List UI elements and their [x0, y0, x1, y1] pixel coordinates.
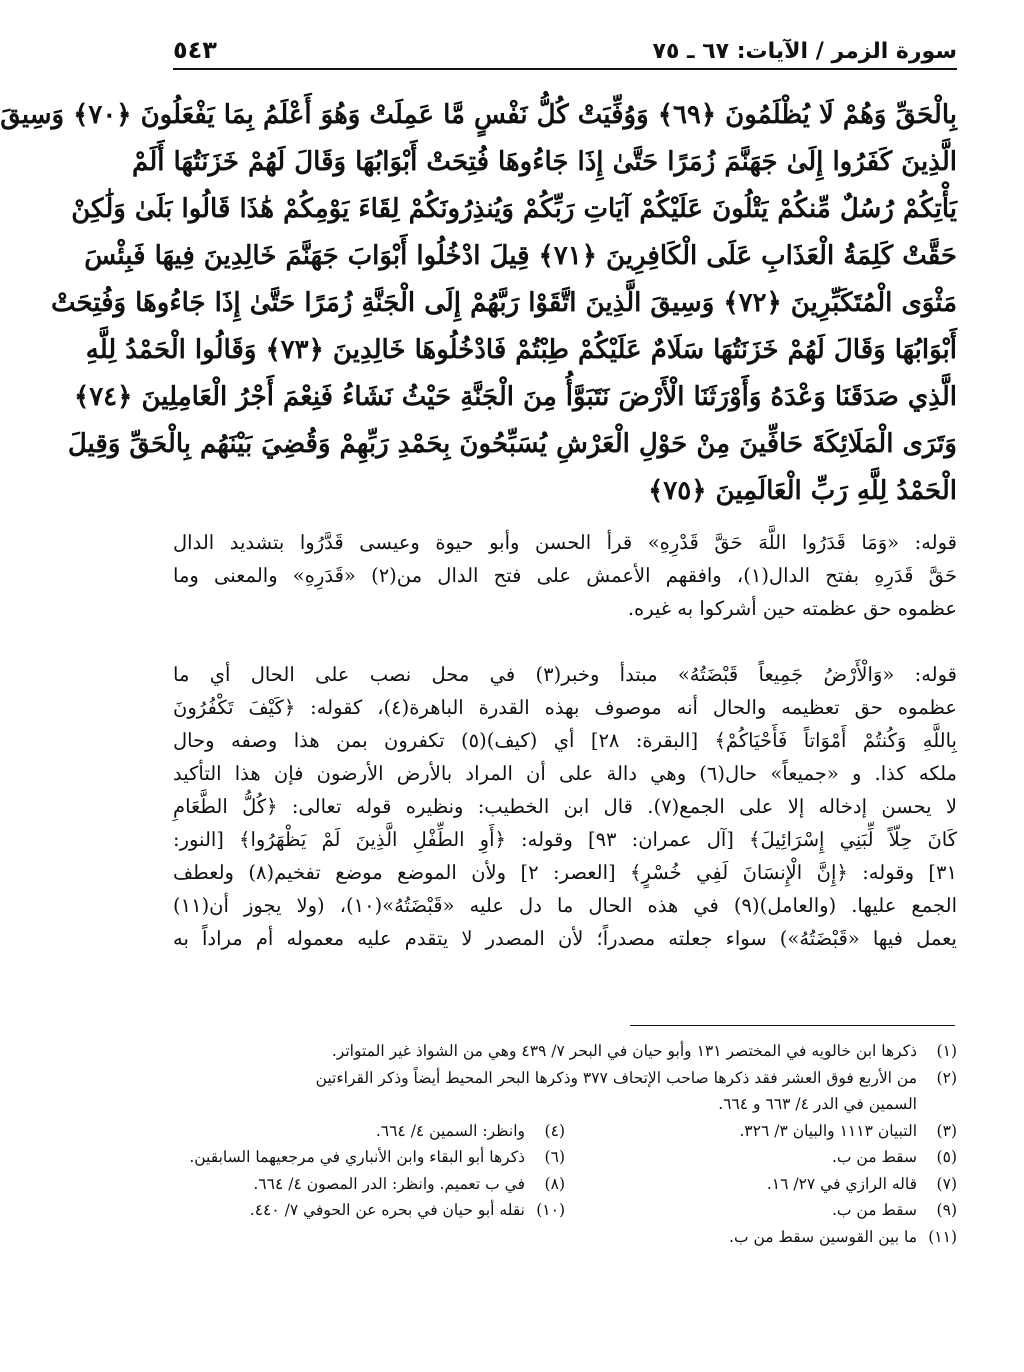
paragraph-line: عظموه حق عظمته حين أشركوا به غيره.: [627, 597, 957, 620]
footnote-text: نقله أبو حيان في بحره عن الحوفي ٧/ ٤٤٠.: [249, 1201, 525, 1219]
footnote-number: (١١): [928, 1227, 957, 1246]
quran-line: أَبْوَابُهَا وَقَالَ لَهُمْ خَزَنَتُهَا سَلَامٌ عَلَيْكُمْ طِبْتُمْ فَادْخُلُوهَا خَالِدِينَ ﴿٧٣﴾ وَقَالُوا الْحَمْدُ لِلَّهِ: [85, 335, 957, 365]
footnote-number: (٦): [544, 1148, 565, 1166]
quran-verses-block: [0, 92, 957, 515]
footnote-text: وانظر: السمين ٤/ ٦٦٤.: [375, 1121, 525, 1140]
footnote-pair: [173, 1197, 957, 1224]
footnote-number: (١٠): [536, 1201, 565, 1219]
paragraph-line: كَانَ حِلّاً لِّبَنِي إِسْرَائِيلَ﴾ [آل عمران: ٩٣] وقوله: ﴿أَوِ الطِّفْلِ الَّذِينَ لَمْ يَظْهَرُوا﴾ [النور:: [173, 828, 958, 851]
commentary-paragraph-1: [173, 526, 957, 625]
paragraph-line: يعمل فيها «قَبْضَتُهُ») سواء جعلته مصدراً؛ لأن المصدر لا يتقدم عليه معموله أم مراداً به: [173, 927, 957, 950]
paragraph-line: قوله: «وَمَا قَدَرُوا اللَّهَ حَقَّ قَدْرِهِ» قرأ الحسن وأبو حيوة وعيسى قَدَّرُوا بتشديد الدال: [173, 531, 957, 554]
footnote-2-continued: [173, 1091, 957, 1118]
footnote-pair: [173, 1171, 957, 1198]
footnote-number: (٨): [544, 1174, 565, 1193]
paragraph-line: ملكه كذا. و «جميعاً» حال(٦) وهي دالة على أن المراد بالأرض الأرضون فإن هذا التأكيد: [173, 762, 957, 785]
quran-line: يَأْتِكُمْ رُسُلٌ مِّنكُمْ يَتْلُونَ عَلَيْكُمْ آيَاتِ رَبِّكُمْ وَيُنذِرُونَكُمْ لِقَاءَ يَوْمِكُمْ هَٰذَا قَالُوا بَلَىٰ وَلَٰكِنْ: [71, 194, 957, 224]
footnote-text: سقط من ب.: [831, 1201, 917, 1219]
paragraph-line: ٣١] وقوله: ﴿إِنَّ الْإِنسَانَ لَفِي خُسْرٍ﴾ [العصر: ٢] ولأن الموضع موضع تفخيم(٨) ولعطف: [173, 861, 957, 884]
footnote-2: [173, 1065, 957, 1092]
footnote-text: ذكرها ابن خالويه في المختصر ١٣١ وأبو حيان في البحر ٧/ ٤٣٩ وهي من الشواذ غير المتواتر.: [331, 1042, 917, 1060]
quran-line: وَتَرَى الْمَلَائِكَةَ حَافِّينَ مِنْ حَوْلِ الْعَرْشِ يُسَبِّحُونَ بِحَمْدِ رَبِّهِمْ وَقُضِيَ بَيْنَهُم بِالْحَقِّ وَقِيلَ: [67, 429, 957, 459]
footnote-separator: [630, 1025, 955, 1026]
footnote-number: (٢): [936, 1068, 957, 1087]
commentary-paragraph-2: [173, 658, 957, 955]
footnote-text: من الأربع فوق العشر فقد ذكرها صاحب الإتحاف ٣٧٧ وذكرها البحر المحيط أيضاً وذكر القراءتين: [315, 1068, 917, 1087]
footnote-number: (٣): [936, 1121, 957, 1140]
footnote-number: (٤): [544, 1121, 565, 1140]
footnote-text: في ب تعميم. وانظر: الدر المصون ٤/ ٦٦٤.: [253, 1174, 525, 1193]
quran-line: الَّذِينَ كَفَرُوا إِلَىٰ جَهَنَّمَ زُمَرًا حَتَّىٰ إِذَا جَاءُوهَا فُتِحَتْ أَبْوَابُهَا وَقَالَ لَهُمْ خَزَنَتُهَا أَلَمْ: [132, 147, 957, 177]
quran-line: الْحَمْدُ لِلَّهِ رَبِّ الْعَالَمِينَ ﴿٧٥﴾: [648, 476, 957, 506]
surah-verses-title: سورة الزمر / الآيات: ٦٧ ـ ٧٥: [652, 39, 957, 64]
quran-line: مَثْوَى الْمُتَكَبِّرِينَ ﴿٧٢﴾ وَسِيقَ الَّذِينَ اتَّقَوْا رَبَّهُمْ إِلَى الْجَنَّةِ زُمَرًا حَتَّىٰ إِذَا جَاءُوهَا وَفُتِحَتْ: [50, 288, 957, 318]
paragraph-line: الجمع عليها. (والعامل)(٩) في هذه الحال ما دل عليه «قَبْضَتُهُ»(١٠)، (ولا يجوز أن(١١): [173, 894, 957, 917]
footnote-number: (٥): [936, 1148, 957, 1166]
page-number: ٥٤٣: [173, 36, 217, 64]
paragraph-line: قوله: «وَالْأَرْضُ جَمِيعاً قَبْضَتُهُ» مبتدأ وخبر(٣) في محل نصب على الحال أي ما: [173, 663, 957, 686]
paragraph-line: لا يحسن إدخاله إلا على الجمع(٧). قال ابن الخطيب: ونظيره قوله تعالى: ﴿كُلُّ الطَّعَامِ: [173, 795, 957, 818]
quran-line: الَّذِي صَدَقَنَا وَعْدَهُ وَأَوْرَثَنَا الْأَرْضَ نَتَبَوَّأُ مِنَ الْجَنَّةِ حَيْثُ نَشَاءُ فَنِعْمَ أَجْرُ الْعَامِلِينَ ﴿٧٤﴾: [73, 382, 957, 412]
footnote-text: ما بين القوسين سقط من ب.: [729, 1227, 917, 1246]
page-header: [173, 28, 957, 70]
quran-line: حَقَّتْ كَلِمَةُ الْعَذَابِ عَلَى الْكَافِرِينَ ﴿٧١﴾ قِيلَ ادْخُلُوا أَبْوَابَ جَهَنَّمَ خَالِدِينَ فِيهَا فَبِئْسَ: [84, 241, 957, 271]
footnote-pair: [173, 1118, 957, 1145]
footnote-text: ذكرها أبو البقاء وابن الأنباري في مرجعيهما السابقين.: [189, 1148, 525, 1166]
footnote-text: التبيان ١١١٣ والبيان ٣/ ٣٢٦.: [739, 1121, 917, 1140]
footnote-number: (٩): [936, 1201, 957, 1219]
paragraph-line: عظموه حق تعظيمه والحال أنه موصوف بهذه القدرة الباهرة(٤)، كقوله: ﴿كَيْفَ تَكْفُرُونَ: [173, 696, 957, 719]
paragraph-line: حَقَّ قَدَرِهِ بفتح الدال(١)، وافقهم الأعمش على فتح الدال من(٢) «قَدَرِهِ» والمعنى وما: [173, 564, 957, 587]
paragraph-line: بِاللَّهِ وَكُنتُمْ أَمْوَاتاً فَأَحْيَاكُمْ﴾ [البقرة: ٢٨] أي (كيف)(٥) تكفرون بمن هذا وصفه وحال: [173, 729, 957, 752]
footnote-pair: [173, 1144, 957, 1171]
footnote-11: [173, 1224, 957, 1251]
footnote-text: سقط من ب.: [831, 1148, 917, 1166]
footnote-text: قاله الرازي في ٢٧/ ١٦.: [766, 1174, 917, 1193]
footnote-text: السمين في الدر ٤/ ٦٦٣ و ٦٦٤.: [718, 1095, 917, 1113]
footnote-number: (١): [936, 1042, 957, 1060]
quran-line: بِالْحَقِّ وَهُمْ لَا يُظْلَمُونَ ﴿٦٩﴾ وَوُفِّيَتْ كُلُّ نَفْسٍ مَّا عَمِلَتْ وَهُوَ أَعْلَمُ بِمَا يَفْعَلُونَ ﴿٧٠﴾ وَسِيقَ: [0, 100, 957, 130]
footnotes: [173, 1038, 957, 1250]
footnote-1: [173, 1038, 957, 1065]
footnote-number: (٧): [936, 1174, 957, 1193]
